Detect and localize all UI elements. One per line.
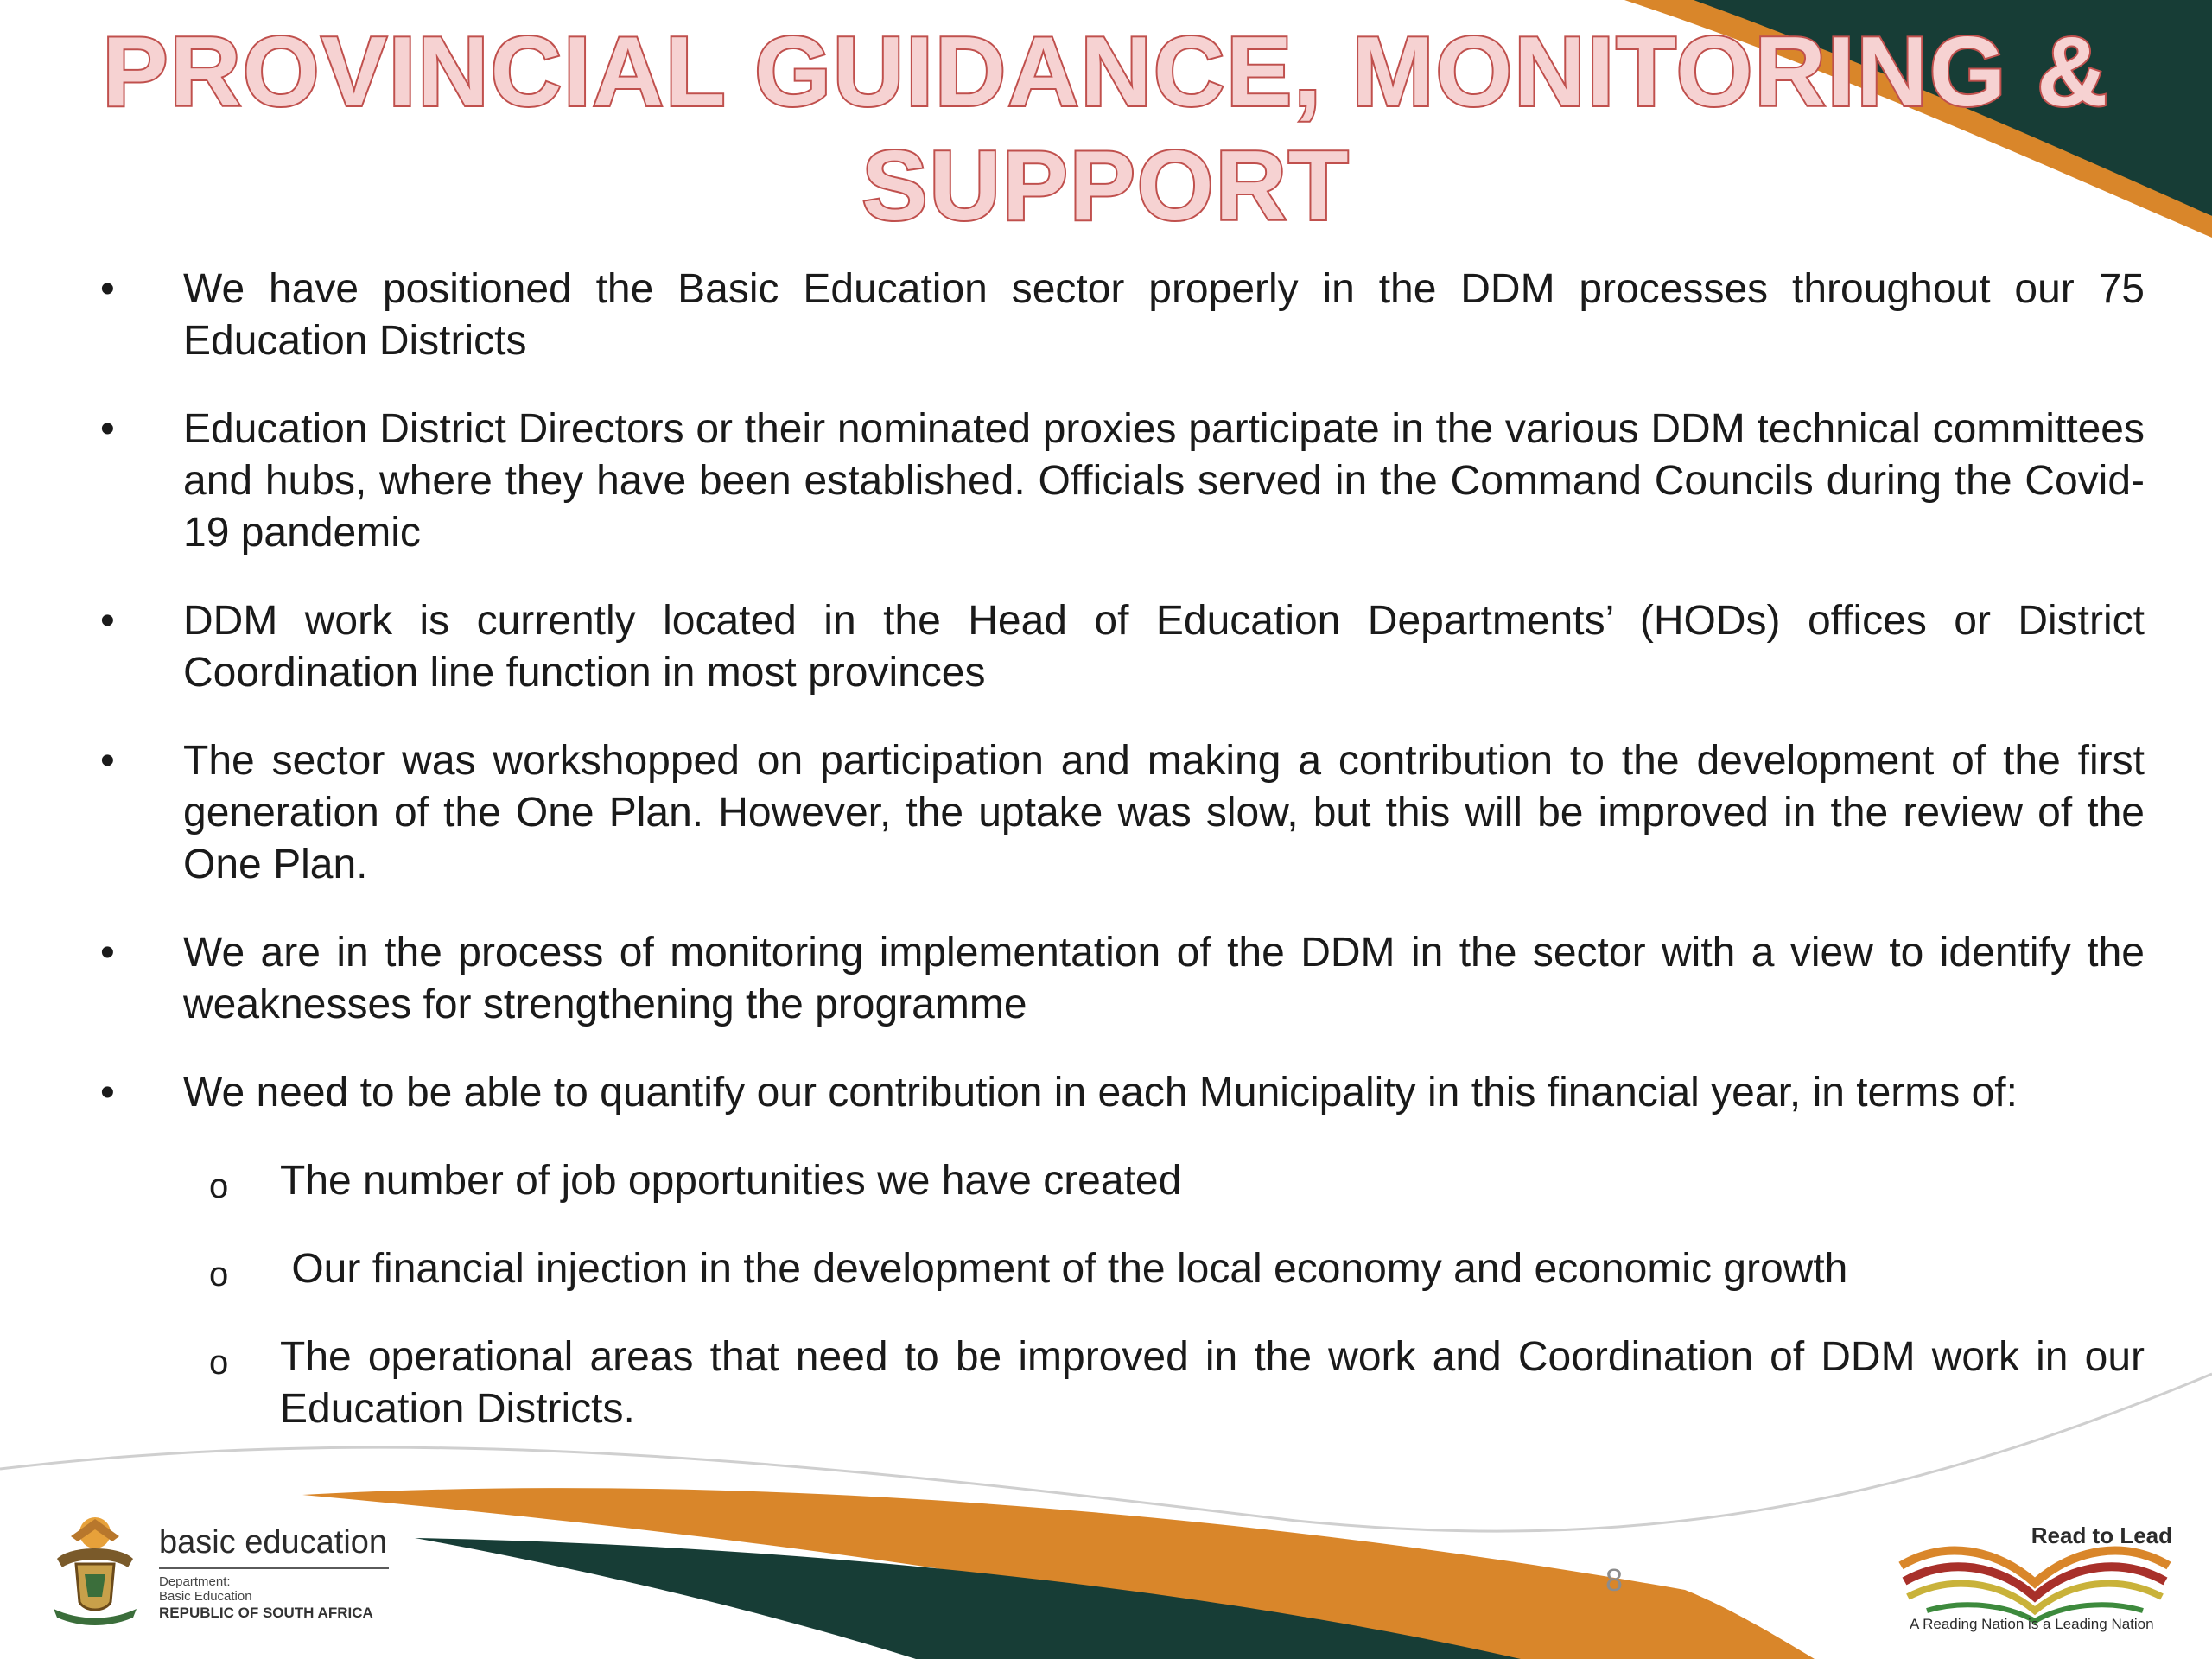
- sub-bullet-marker: o: [209, 1344, 229, 1382]
- sub-bullet-text: The number of job opportunities we have created: [280, 1158, 1182, 1204]
- basic-education-logo: [45, 1507, 408, 1637]
- title-line-2: SUPPORT: [861, 131, 1351, 241]
- bullet-text: We need to be able to quantify our contribution in each Municipality in this financial year, in terms of:: [183, 1070, 2018, 1116]
- bullet-text: The sector was workshopped on participation and making a contribution to the development of the first generation of the One Plan. However, the uptake was slow, but this will be improved in the review of the One Plan.: [183, 738, 2145, 887]
- bullet-item: [86, 404, 2145, 559]
- sub-bullet-item: [86, 1243, 2145, 1295]
- bullet-item: [86, 595, 2145, 699]
- sub-bullet-text: Our financial injection in the development of the local economy and economic growth: [280, 1246, 1848, 1292]
- bullet-marker: •: [100, 1070, 115, 1116]
- bullet-marker: •: [100, 738, 115, 784]
- bullet-item: [86, 264, 2145, 367]
- sub-bullet-item: [86, 1155, 2145, 1207]
- slide-title: [86, 16, 2126, 244]
- sub-bullet-marker: o: [209, 1255, 229, 1294]
- bullet-marker: •: [100, 930, 115, 976]
- logo-brand-text: basic education: [159, 1524, 388, 1560]
- bullet-marker: •: [100, 266, 115, 312]
- bullet-item: [86, 927, 2145, 1031]
- bullet-marker: •: [100, 598, 115, 644]
- title-line-1: PROVINCIAL GUIDANCE, MONITORING &: [102, 17, 2110, 127]
- bullet-list: [86, 264, 2145, 1471]
- bullet-text: We have positioned the Basic Education sector properly in the DDM processes throughout our 75 Education Districts: [183, 266, 2145, 364]
- bullet-text: DDM work is currently located in the Head of Education Departments’ (HODs) offices or District Coordination line function in most provinces: [183, 598, 2145, 696]
- logo-dept-line-2: Basic Education: [159, 1589, 252, 1604]
- bullet-item: [86, 735, 2145, 891]
- read-to-lead-logo: [1892, 1514, 2177, 1643]
- sub-bullet-item: [86, 1332, 2145, 1435]
- logo-divider: [159, 1567, 389, 1569]
- page-number: 8: [1605, 1562, 1624, 1598]
- bullet-text: Education District Directors or their nominated proxies participate in the various DDM technical committees and hubs, where they have been established. Officials served in the Command Councils during the Covid-19 pandemic: [183, 406, 2145, 556]
- bullet-item: [86, 1067, 2145, 1119]
- coat-of-arms-icon: [45, 1507, 145, 1628]
- read-to-lead-tagline: A Reading Nation is a Leading Nation: [1910, 1616, 2154, 1632]
- sub-bullet-marker: o: [209, 1167, 229, 1205]
- logo-dept-line-1: Department:: [159, 1574, 231, 1589]
- logo-department-text: [159, 1574, 252, 1604]
- bullet-text: We are in the process of monitoring implementation of the DDM in the sector with a view to identify the weaknesses for strengthening the programme: [183, 930, 2145, 1027]
- bullet-marker: •: [100, 406, 115, 452]
- sub-bullet-text: The operational areas that need to be improved in the work and Coordination of DDM work in our Education Districts.: [280, 1334, 2145, 1432]
- logo-country-text: REPUBLIC OF SOUTH AFRICA: [159, 1605, 373, 1621]
- read-to-lead-title: Read to Lead: [2031, 1522, 2172, 1548]
